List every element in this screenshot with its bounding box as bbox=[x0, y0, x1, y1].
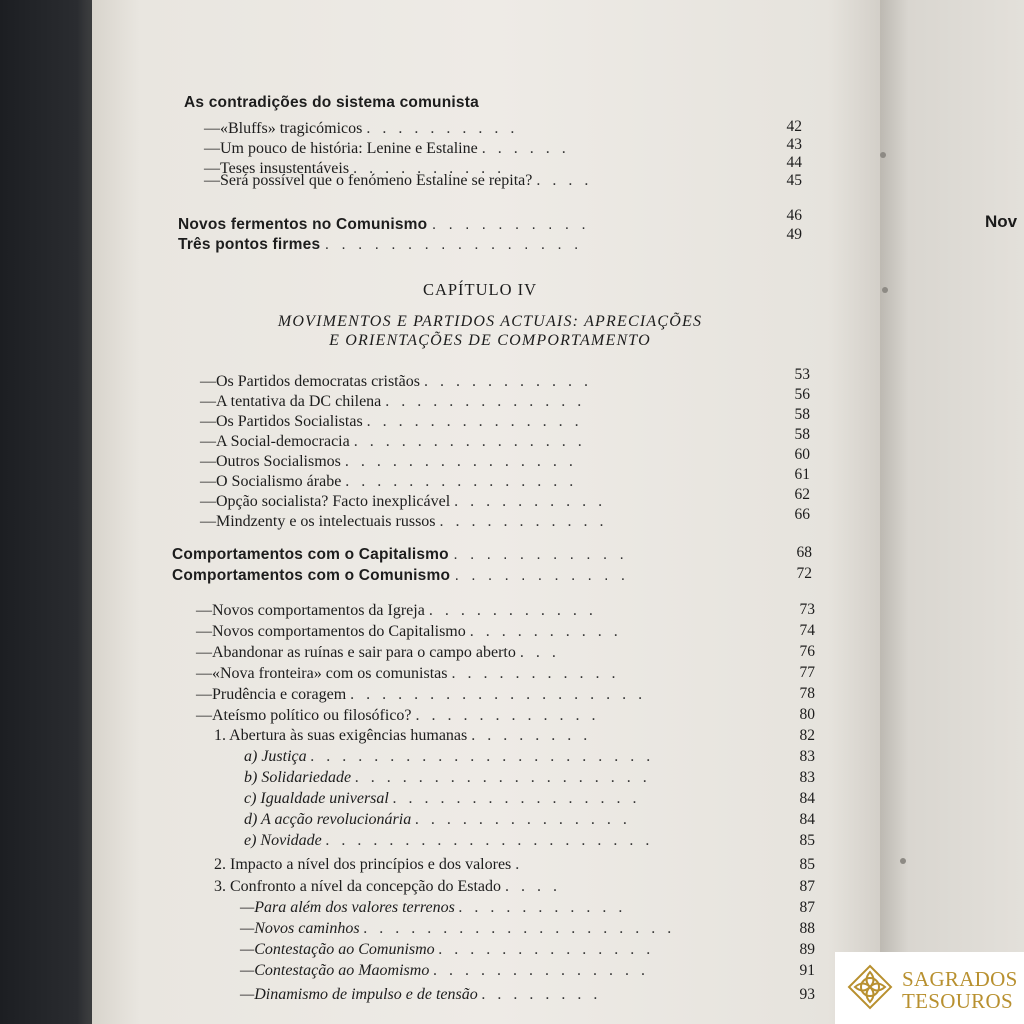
toc-page-number: 45 bbox=[786, 172, 802, 189]
toc-entry: —Mindzenty e os intelectuais russos . . . . . . . . . . . bbox=[200, 513, 608, 530]
toc-entry-text: —A Social-democracia bbox=[200, 433, 350, 450]
toc-entry: —Um pouco de história: Lenine e Estaline . . . . . . bbox=[204, 140, 570, 157]
toc-entry: —Novos caminhos . . . . . . . . . . . . . . . . . . . . bbox=[240, 920, 676, 937]
toc-entry: e) Novidade . . . . . . . . . . . . . . . . . . . . . bbox=[244, 832, 654, 849]
toc-entry-text: —Prudência e coragem bbox=[196, 686, 347, 703]
toc-entry: 3. Confronto a nível da concepção do Estado . . . . bbox=[214, 878, 562, 895]
toc-entry-text: e) Novidade bbox=[244, 832, 322, 849]
toc-entry-text: —Contestação ao Maomismo bbox=[240, 962, 430, 979]
toc-entry-text: Comportamentos com o Capitalismo bbox=[172, 546, 449, 563]
toc-entry-text: —Mindzenty e os intelectuais russos bbox=[200, 513, 436, 530]
toc-page-number: 88 bbox=[799, 920, 815, 937]
toc-entry: —A tentativa da DC chilena . . . . . . . . . . . . . bbox=[200, 393, 586, 410]
toc-page-number: 58 bbox=[794, 426, 810, 443]
toc-page-number: 76 bbox=[799, 643, 815, 660]
toc-page-number: 53 bbox=[794, 366, 810, 383]
toc-entry: —Contestação ao Maomismo . . . . . . . . . . . . . . bbox=[240, 962, 650, 979]
toc-page-number: 61 bbox=[794, 466, 810, 483]
toc-entry: —Ateísmo político ou filosófico? . . . . . . . . . . . . bbox=[196, 707, 600, 724]
toc-entry-text: Novos fermentos no Comunismo bbox=[178, 216, 428, 233]
toc-entry: —Abandonar as ruínas e sair para o campo aberto . . . bbox=[196, 644, 560, 661]
toc-page-number: 66 bbox=[794, 506, 810, 523]
toc-entry: —«Bluffs» tragicómicos . . . . . . . . . . bbox=[204, 120, 519, 137]
toc-entry-text: b) Solidariedade bbox=[244, 769, 352, 786]
toc-page-number: 78 bbox=[799, 685, 815, 702]
ornament-icon bbox=[845, 962, 895, 1012]
watermark-logo bbox=[835, 952, 1024, 1024]
toc-page-number: 60 bbox=[794, 446, 810, 463]
toc-page-number: 68 bbox=[796, 544, 812, 561]
toc-page-number: 85 bbox=[799, 832, 815, 849]
toc-page-number: 84 bbox=[799, 811, 815, 828]
toc-entry-text: —A tentativa da DC chilena bbox=[200, 393, 382, 410]
toc-entry-text: —Teses insustentáveis bbox=[204, 160, 350, 177]
toc-page-number: 73 bbox=[799, 601, 815, 618]
toc-entry-text: 1. Abertura às suas exigências humanas bbox=[214, 727, 468, 744]
toc-page-number: 42 bbox=[786, 118, 802, 135]
toc-entry-text: c) Igualdade universal bbox=[244, 790, 389, 807]
toc-entry: 2. Impacto a nível dos princípios e dos valores . bbox=[214, 856, 524, 873]
toc-entry: —Contestação ao Comunismo . . . . . . . . . . . . . . bbox=[240, 941, 655, 958]
toc-entry-text: —Novos caminhos bbox=[240, 920, 360, 937]
toc-entry-text: —Será possível que o fenómeno Estaline se repita? bbox=[204, 172, 533, 189]
toc-entry-text: —Dinamismo de impulso e de tensão bbox=[240, 986, 478, 1003]
toc-page-number: 80 bbox=[799, 706, 815, 723]
toc-entry: 1. Abertura às suas exigências humanas . . . . . . . . bbox=[214, 727, 592, 744]
toc-entry-text: Comportamentos com o Comunismo bbox=[172, 567, 451, 584]
toc-page-number: 58 bbox=[794, 406, 810, 423]
toc-page-number: 46 bbox=[786, 207, 802, 224]
toc-page-number: 77 bbox=[799, 664, 815, 681]
toc-entry: —Os Partidos Socialistas . . . . . . . . . . . . . . bbox=[200, 413, 583, 430]
toc-page-number: 43 bbox=[786, 136, 802, 153]
chapter-title-line2: E ORIENTAÇÕES DE COMPORTAMENTO bbox=[329, 332, 651, 349]
toc-entry-text: —Outros Socialismos bbox=[200, 453, 341, 470]
toc-entry: —Para além dos valores terrenos . . . . . . . . . . . bbox=[240, 899, 627, 916]
toc-entry-text: —Os Partidos democratas cristãos bbox=[200, 373, 420, 390]
toc-page-number: 74 bbox=[799, 622, 815, 639]
toc-entry-text: —Abandonar as ruínas e sair para o campo aberto bbox=[196, 644, 516, 661]
toc-entry: —Novos comportamentos da Igreja . . . . . . . . . . . bbox=[196, 602, 597, 619]
toc-entry: —Teses insustentáveis . . . . . . . . . . bbox=[204, 160, 506, 177]
toc-entry: d) A acção revolucionária . . . . . . . . . . . . . . bbox=[244, 811, 632, 828]
toc-entry-text: d) A acção revolucionária bbox=[244, 811, 412, 828]
toc-entry: —Será possível que o fenómeno Estaline se repita? . . . . bbox=[204, 172, 593, 189]
toc-page-number: 87 bbox=[799, 899, 815, 916]
toc-entry: —A Social-democracia . . . . . . . . . . . . . . . bbox=[200, 433, 586, 450]
toc-page-number: 85 bbox=[799, 856, 815, 873]
toc-entry-text: —Ateísmo político ou filosófico? bbox=[196, 707, 412, 724]
toc-entry-text: a) Justiça bbox=[244, 748, 307, 765]
toc-entry: —Dinamismo de impulso e de tensão . . . . . . . . bbox=[240, 986, 602, 1003]
toc-entry-text: —Os Partidos Socialistas bbox=[200, 413, 363, 430]
toc-entry: a) Justiça . . . . . . . . . . . . . . . . . . . . . . bbox=[244, 748, 655, 765]
toc-entry: —Novos comportamentos do Capitalismo . . . . . . . . . . bbox=[196, 623, 622, 640]
chapter-label: CAPÍTULO IV bbox=[422, 280, 538, 299]
toc-page-number: 83 bbox=[799, 769, 815, 786]
toc-entry: —O Socialismo árabe . . . . . . . . . . . . . . . bbox=[200, 473, 578, 490]
toc-page-number: 49 bbox=[786, 226, 802, 243]
toc-entry-text: —Para além dos valores terrenos bbox=[240, 899, 455, 916]
toc-page-number: 84 bbox=[799, 790, 815, 807]
watermark-line1: SAGRADOS bbox=[902, 967, 1018, 991]
toc-page-number: 83 bbox=[799, 748, 815, 765]
toc-page-number: 72 bbox=[796, 565, 812, 582]
toc-heading-entry: Comportamentos com o Capitalismo . . . . . . . . . . . bbox=[172, 546, 628, 563]
toc-page-number: 91 bbox=[799, 962, 815, 979]
toc-page-number: 82 bbox=[799, 727, 815, 744]
toc-entry: b) Solidariedade . . . . . . . . . . . . . . . . . . . bbox=[244, 769, 652, 786]
toc-entry: c) Igualdade universal . . . . . . . . . . . . . . . . bbox=[244, 790, 641, 807]
toc-page-number: 89 bbox=[799, 941, 815, 958]
toc-page-number: 87 bbox=[799, 878, 815, 895]
toc-entry: —Outros Socialismos . . . . . . . . . . . . . . . bbox=[200, 453, 577, 470]
toc-entry: —Os Partidos democratas cristãos . . . . . . . . . . . bbox=[200, 373, 592, 390]
facing-page-fragment: Nov bbox=[985, 212, 1018, 231]
section-heading: As contradições do sistema comunista bbox=[184, 94, 479, 111]
toc-entry-text: —«Bluffs» tragicómicos bbox=[204, 120, 363, 137]
toc-entry-text: 3. Confronto a nível da concepção do Estado bbox=[214, 878, 502, 895]
toc-entry-text: —Novos comportamentos do Capitalismo bbox=[196, 623, 466, 640]
toc-entry: —«Nova fronteira» com os comunistas . . . . . . . . . . . bbox=[196, 665, 620, 682]
toc-entry: —Prudência e coragem . . . . . . . . . . . . . . . . . . . bbox=[196, 686, 647, 703]
toc-entry-text: —Opção socialista? Facto inexplicável bbox=[200, 493, 451, 510]
toc-page-number: 44 bbox=[786, 154, 802, 171]
toc-entry-text: —«Nova fronteira» com os comunistas bbox=[196, 665, 448, 682]
toc-entry: —Opção socialista? Facto inexplicável . . . . . . . . . . bbox=[200, 493, 607, 510]
watermark-line2: TESOUROS bbox=[902, 989, 1013, 1013]
toc-page-number: 93 bbox=[799, 986, 815, 1003]
toc-entry-text: 2. Impacto a nível dos princípios e dos valores bbox=[214, 856, 512, 873]
toc-page-number: 62 bbox=[794, 486, 810, 503]
chapter-title-line1: MOVIMENTOS E PARTIDOS ACTUAIS: APRECIAÇÕES bbox=[277, 313, 703, 330]
toc-entry-text: Três pontos firmes bbox=[178, 236, 321, 253]
toc-heading-entry: Três pontos firmes . . . . . . . . . . . . . . . . bbox=[178, 236, 583, 253]
toc-page-number: 56 bbox=[794, 386, 810, 403]
toc-heading-entry: Novos fermentos no Comunismo . . . . . . . . . . bbox=[178, 216, 590, 233]
toc-entry-text: —Contestação ao Comunismo bbox=[240, 941, 435, 958]
toc-entry-text: —O Socialismo árabe bbox=[200, 473, 342, 490]
toc-entry-text: —Um pouco de história: Lenine e Estaline bbox=[204, 140, 478, 157]
toc-heading-entry: Comportamentos com o Comunismo . . . . . . . . . . . bbox=[172, 567, 630, 584]
toc-entry-text: —Novos comportamentos da Igreja bbox=[196, 602, 425, 619]
